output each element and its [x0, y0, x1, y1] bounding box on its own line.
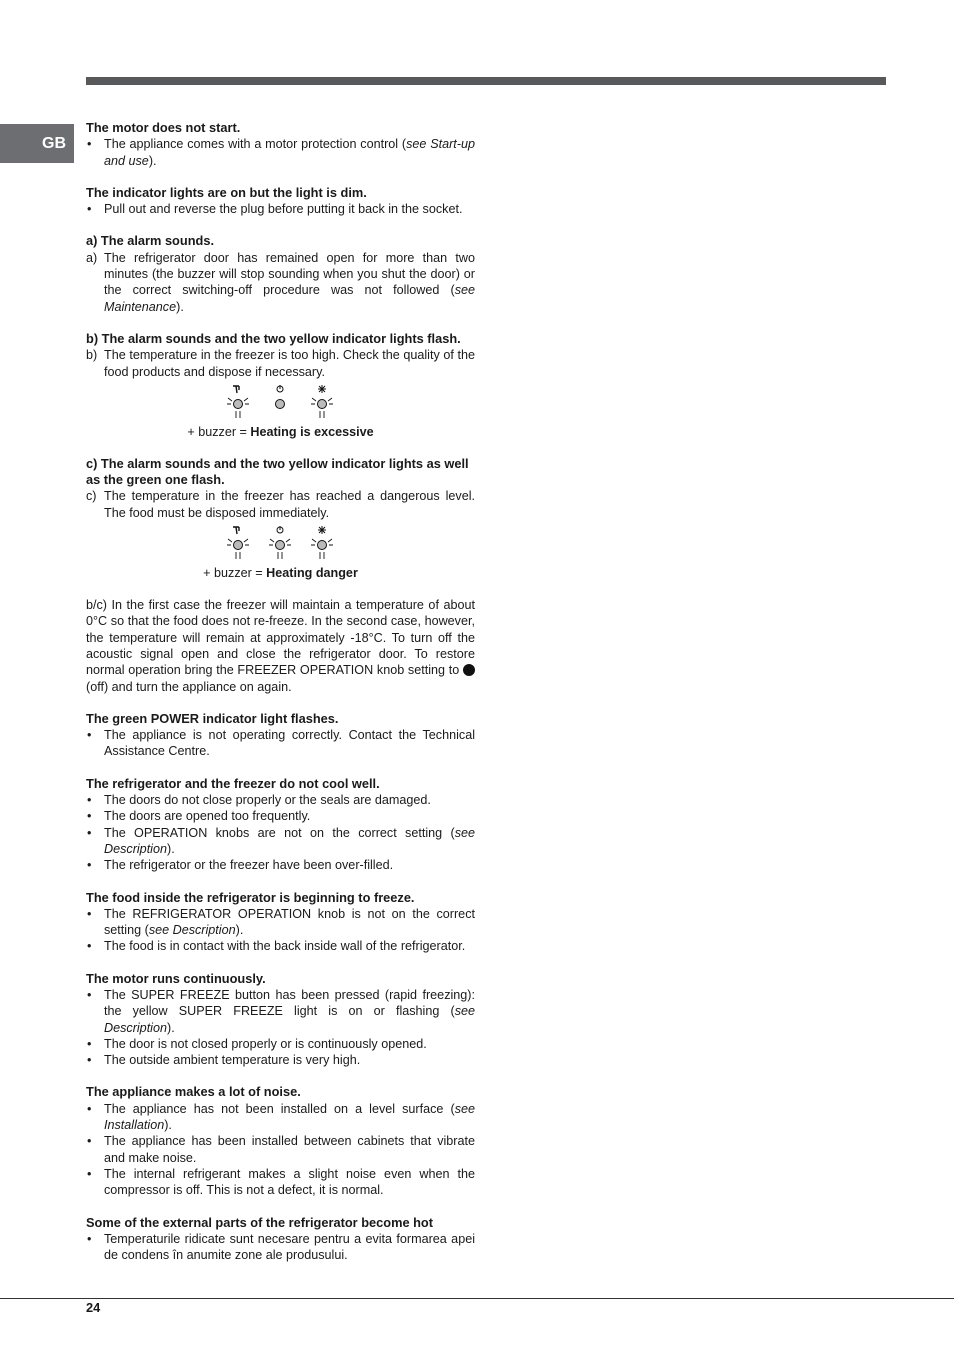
list-item: • The SUPER FREEZE button has been pressed (rapid freezing): the yellow SUPER FREEZE light is on or flashing (see Description). — [86, 987, 475, 1036]
super-freeze-light-flashing-icon — [224, 384, 254, 420]
section-motor — [86, 120, 475, 169]
super-freeze-light-flashing-icon — [224, 525, 254, 561]
section-dim — [86, 185, 475, 218]
language-tab: GB — [0, 124, 74, 163]
section-alarm-a — [86, 233, 475, 314]
section-title: c) The alarm sounds and the two yellow indicator lights as well as the green one flash. — [86, 455, 469, 488]
section-freeze — [86, 890, 475, 955]
header-bar — [86, 77, 886, 85]
section-title: The motor runs continuously. — [86, 970, 266, 986]
power-light-flashing-icon — [266, 525, 296, 561]
power-light-icon — [266, 384, 296, 420]
section-cool — [86, 776, 475, 874]
list-item: c) The temperature in the freezer has reached a dangerous level. The food must be disposed immediately. — [86, 488, 475, 521]
list-item: • The appliance comes with a motor protection control (see Start-up and use). — [86, 136, 475, 169]
list-item: • The doors are opened too frequently. — [86, 808, 475, 824]
section-title: The green POWER indicator light flashes. — [86, 710, 339, 726]
freezer-alarm-light-flashing-icon — [308, 525, 338, 561]
indicator-lights — [86, 525, 475, 565]
paragraph: b/c) In the first case the freezer will maintain a temperature of about 0°C so that the food does not re-freeze. In the second case, however, the temperature will remain at approximately -18°C. To turn off the acoustic signal open and close the refrigerator door. To restore normal operation bring the FREEZER OPERATION knob setting to (off) and turn the appliance on again. — [86, 598, 475, 694]
off-position-icon — [463, 664, 475, 676]
footer-divider — [0, 1298, 954, 1299]
page-number: 24 — [86, 1300, 101, 1315]
list-item: • The doors do not close properly or the seals are damaged. — [86, 792, 475, 808]
troubleshooting-content — [86, 120, 475, 1279]
section-bc-note — [86, 597, 475, 695]
section-noise — [86, 1084, 475, 1198]
section-title: The food inside the refrigerator is beginning to freeze. — [86, 889, 415, 905]
section-title: The motor does not start. — [86, 120, 241, 135]
section-title: The refrigerator and the freezer do not cool well. — [86, 775, 380, 791]
list-item: • The food is in contact with the back inside wall of the refrigerator. — [86, 938, 475, 954]
freezer-alarm-light-flashing-icon — [308, 384, 338, 420]
section-title: The indicator lights are on but the light is dim. — [86, 184, 367, 200]
list-item: • Temperaturile ridicate sunt necesare pentru a evita formarea apei de condens în anumite zone ale produsului. — [86, 1231, 475, 1264]
list-item: • Pull out and reverse the plug before putting it back in the socket. — [86, 201, 475, 217]
list-item: • The appliance has been installed between cabinets that vibrate and make noise. — [86, 1133, 475, 1166]
indicator-caption: + buzzer = Heating danger — [203, 566, 358, 581]
list-item: • The appliance is not operating correctly. Contact the Technical Assistance Centre. — [86, 727, 475, 760]
list-item: • The appliance has not been installed on a level surface (see Installation). — [86, 1101, 475, 1134]
section-title: a) The alarm sounds. — [86, 233, 215, 249]
list-item: a) The refrigerator door has remained open for more than two minutes (the buzzer will stop sounding when you shut the door) or the correct switching-off procedure was not followed (see Maintenance). — [86, 250, 475, 315]
section-title: Some of the external parts of the refrigerator become hot — [86, 1214, 434, 1230]
section-title: b) The alarm sounds and the two yellow indicator lights flash. — [86, 330, 461, 346]
section-alarm-c — [86, 456, 475, 581]
list-item: • The refrigerator or the freezer have been over-filled. — [86, 857, 475, 873]
indicator-caption: + buzzer = Heating is excessive — [187, 424, 374, 439]
list-item: • The REFRIGERATOR OPERATION knob is not on the correct setting (see Description). — [86, 906, 475, 939]
section-continuous — [86, 971, 475, 1069]
list-item: • The door is not closed properly or is continuously opened. — [86, 1036, 475, 1052]
list-item: • The OPERATION knobs are not on the correct setting (see Description). — [86, 825, 475, 858]
list-item: • The internal refrigerant makes a slight noise even when the compressor is off. This is not a defect, it is normal. — [86, 1166, 475, 1199]
section-alarm-b — [86, 331, 475, 440]
indicator-lights — [86, 384, 475, 424]
list-item: • The outside ambient temperature is very high. — [86, 1052, 475, 1068]
section-title: The appliance makes a lot of noise. — [86, 1084, 301, 1100]
section-power — [86, 711, 475, 760]
list-item: b) The temperature in the freezer is too high. Check the quality of the food products and dispose if necessary. — [86, 347, 475, 380]
section-hot — [86, 1215, 475, 1264]
